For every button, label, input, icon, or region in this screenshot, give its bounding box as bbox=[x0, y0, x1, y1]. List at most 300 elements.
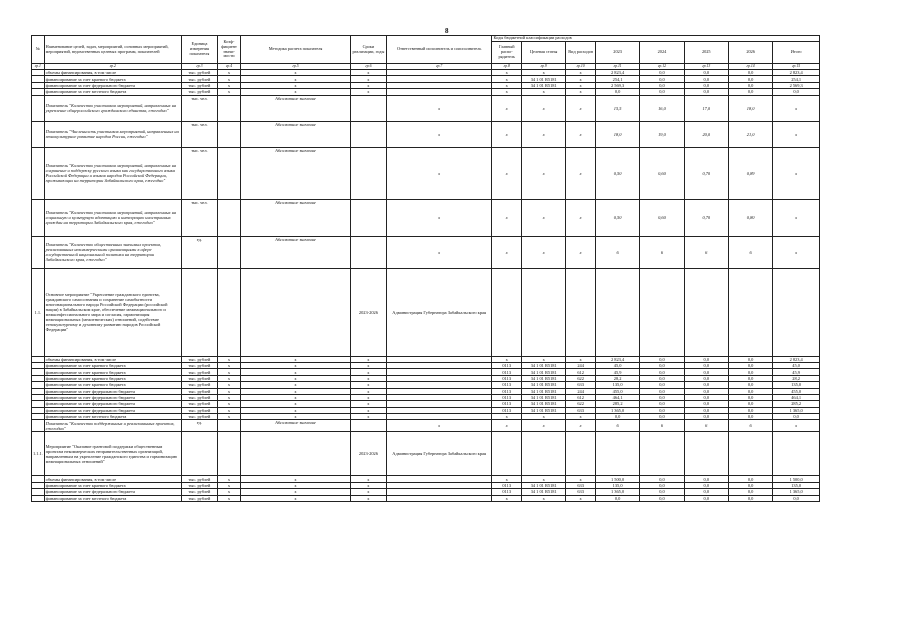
indicator-name: Показатель "Количество общественных значимых проектов, реализованных некоммерческими организациями в сфере государственной национальной политики на территории Забайкальского края, ежегодно" bbox=[44, 236, 181, 268]
vr-cell: 633 bbox=[566, 407, 596, 413]
value-cell: 0,0 bbox=[640, 401, 684, 407]
sub-event-row bbox=[32, 432, 820, 476]
empty-cell bbox=[728, 432, 772, 476]
value-cell: 0,0 bbox=[640, 407, 684, 413]
value-cell: 18,0 bbox=[728, 95, 772, 121]
value-cell: 0,0 bbox=[640, 362, 684, 368]
column-number-cell: гр.12 bbox=[640, 64, 684, 70]
value-cell: 0,0 bbox=[684, 388, 728, 394]
value-cell: 0,0 bbox=[684, 369, 728, 375]
empty-cell bbox=[492, 432, 522, 476]
unit-cell: тыс. рублей bbox=[181, 482, 217, 488]
term-cell: х bbox=[350, 82, 386, 88]
csr-cell: х bbox=[522, 70, 566, 76]
header-csr: Целевая статья bbox=[522, 42, 566, 64]
csr-cell: 34 1 01 R5181 bbox=[522, 375, 566, 381]
empty-cell bbox=[32, 147, 45, 199]
vr-cell: 244 bbox=[566, 388, 596, 394]
unit-cell: тыс. рублей bbox=[181, 375, 217, 381]
value-cell: 0,60 bbox=[640, 199, 684, 236]
value-cell: 455,0 bbox=[773, 388, 820, 394]
value-cell: 0,89 bbox=[728, 147, 772, 199]
indicator-name: Показатель "Численность участников мероприятий, направленных на этнокультурное развитие народов России, ежегодно" bbox=[44, 121, 181, 147]
value-cell: х bbox=[773, 121, 820, 147]
term-cell: х bbox=[350, 414, 386, 420]
method-cell: х bbox=[241, 356, 351, 362]
unit-cell: тыс. рублей bbox=[181, 414, 217, 420]
financing-name: финансирование за счет местного бюджета bbox=[44, 414, 181, 420]
term-cell bbox=[350, 199, 386, 236]
value-cell: 0,0 bbox=[728, 82, 772, 88]
term-cell: х bbox=[350, 394, 386, 400]
method-cell: Абсолютное значение bbox=[241, 95, 351, 121]
value-cell: 0,0 bbox=[640, 82, 684, 88]
value-cell: 1 365,0 bbox=[595, 407, 639, 413]
term-cell: х bbox=[350, 388, 386, 394]
value-cell: 0,0 bbox=[595, 495, 639, 501]
method-cell: х bbox=[241, 482, 351, 488]
grbs-cell: 0113 bbox=[492, 407, 522, 413]
resp-cell: Администрация Губернатора Забайкальского края bbox=[386, 268, 492, 356]
term-cell: 2023-2026 bbox=[350, 268, 386, 356]
term-cell: х bbox=[350, 489, 386, 495]
value-cell: 0,0 bbox=[728, 388, 772, 394]
coef-cell: х bbox=[217, 482, 240, 488]
value-cell: 45,0 bbox=[595, 362, 639, 368]
indicator-name: Показатель "Количество участников мероприятий, направленных на укрепление общероссийского гражданского единства, ежегодно" bbox=[44, 95, 181, 121]
empty-cell bbox=[595, 432, 639, 476]
coef-cell: х bbox=[217, 375, 240, 381]
resp-cell: х bbox=[386, 95, 492, 121]
value-cell: 2 569,3 bbox=[595, 82, 639, 88]
header-term: Сроки реализации, годы bbox=[350, 36, 386, 64]
value-cell: 45,9 bbox=[773, 369, 820, 375]
unit-cell: тыс. чел. bbox=[181, 147, 217, 199]
coef-cell: х bbox=[217, 89, 240, 95]
value-cell: 464,1 bbox=[595, 394, 639, 400]
value-cell: 0,0 bbox=[728, 356, 772, 362]
grbs-cell: х bbox=[492, 121, 522, 147]
value-cell: 0,0 bbox=[728, 382, 772, 388]
financing-name: финансирование за счет краевого бюджета bbox=[44, 369, 181, 375]
vr-cell: 612 bbox=[566, 394, 596, 400]
term-cell: х bbox=[350, 476, 386, 482]
header-budget-codes: Коды бюджетной классификации расходов bbox=[492, 36, 820, 42]
grbs-cell: 0113 bbox=[492, 394, 522, 400]
value-cell: 0,0 bbox=[684, 482, 728, 488]
value-cell: 135,0 bbox=[773, 482, 820, 488]
column-number-cell: гр.10 bbox=[566, 64, 596, 70]
value-cell: 0,0 bbox=[728, 482, 772, 488]
value-cell: 0,70 bbox=[684, 199, 728, 236]
value-cell: 0,0 bbox=[640, 89, 684, 95]
vr-cell: х bbox=[566, 76, 596, 82]
value-cell: 0,0 bbox=[728, 476, 772, 482]
value-cell: 21,0 bbox=[728, 121, 772, 147]
coef-cell: х bbox=[217, 70, 240, 76]
value-cell: 2 823,4 bbox=[773, 70, 820, 76]
empty-cell bbox=[728, 268, 772, 356]
csr-cell: 34 1 01 R5181 bbox=[522, 401, 566, 407]
value-cell: 28,2 bbox=[773, 375, 820, 381]
csr-cell: х bbox=[522, 495, 566, 501]
empty-cell bbox=[595, 268, 639, 356]
method-cell: Абсолютное значение bbox=[241, 121, 351, 147]
grbs-cell: х bbox=[492, 199, 522, 236]
column-number-cell: гр.13 bbox=[684, 64, 728, 70]
grbs-cell: х bbox=[492, 236, 522, 268]
header-goal: Наименование целей, задач, мероприятий, основных мероприятий, мероприятий, ведомственных целевых программ, показателей bbox=[44, 36, 181, 64]
unit-cell: тыс. рублей bbox=[181, 401, 217, 407]
financing-name: объемы финансирования, в том числе bbox=[44, 476, 181, 482]
csr-cell: 34 1 01 R5181 bbox=[522, 76, 566, 82]
indicator-row bbox=[32, 236, 820, 268]
value-cell: 0,0 bbox=[728, 76, 772, 82]
financing-name: финансирование за счет краевого бюджета bbox=[44, 375, 181, 381]
vr-cell: 633 bbox=[566, 489, 596, 495]
column-number-cell: гр.15 bbox=[773, 64, 820, 70]
method-cell: Абсолютное значение bbox=[241, 236, 351, 268]
coef-cell bbox=[217, 432, 240, 476]
unit-cell: тыс. рублей bbox=[181, 388, 217, 394]
term-cell: х bbox=[350, 407, 386, 413]
unit-cell: тыс. рублей bbox=[181, 362, 217, 368]
value-cell: 2 823,4 bbox=[595, 70, 639, 76]
coef-cell bbox=[217, 268, 240, 356]
value-cell: 0,0 bbox=[595, 89, 639, 95]
value-cell: 6 bbox=[684, 420, 728, 432]
value-cell: 0,0 bbox=[640, 76, 684, 82]
vr-cell: х bbox=[566, 236, 596, 268]
resp-cell: х bbox=[386, 236, 492, 268]
coef-cell: х bbox=[217, 489, 240, 495]
value-cell: 0,0 bbox=[640, 482, 684, 488]
financing-name: финансирование за счет краевого бюджета bbox=[44, 382, 181, 388]
grbs-cell: х bbox=[492, 82, 522, 88]
unit-cell: ед. bbox=[181, 420, 217, 432]
csr-cell: 34 1 01 R5181 bbox=[522, 362, 566, 368]
empty-cell bbox=[566, 432, 596, 476]
financing-name: финансирование за счет краевого бюджета bbox=[44, 76, 181, 82]
header-grbs: Главный распо- рядитель bbox=[492, 42, 522, 64]
unit-cell: тыс. рублей bbox=[181, 356, 217, 362]
vr-cell: х bbox=[566, 70, 596, 76]
column-number-cell: гр.8 bbox=[492, 64, 522, 70]
page-number: 8 bbox=[445, 27, 449, 35]
event-name: Мероприятие "Оказание грантовой поддержки общественным проектам некоммерческих неправительственных организаций, направленным на укрепление гражданского единства и гармонизацию межнациональных отношений" bbox=[44, 432, 181, 476]
financing-name: финансирование за счет федерального бюджета bbox=[44, 407, 181, 413]
unit-cell: тыс. рублей bbox=[181, 82, 217, 88]
csr-cell: х bbox=[522, 147, 566, 199]
unit-cell: тыс. рублей bbox=[181, 70, 217, 76]
event-name: Основное мероприятие "Укрепление гражданского единства, гражданского самосознания и сохранение самобытности многонационального народа Российской Федерации (российской нации) в Забайкальском крае, обеспечение межнационального и межконфессионального мира и согласия, гармонизация межнациональных (межэтнических) отношений, содействие этнокультурному и духовному развитию народов Российской Федерации" bbox=[44, 268, 181, 356]
value-cell: 45,0 bbox=[773, 362, 820, 368]
value-cell: 0,0 bbox=[728, 70, 772, 76]
value-cell: 0,0 bbox=[728, 401, 772, 407]
method-cell: х bbox=[241, 82, 351, 88]
term-cell: 2023-2026 bbox=[350, 432, 386, 476]
column-number-cell: гр.4 bbox=[217, 64, 240, 70]
financing-name: финансирование за счет федерального бюджета bbox=[44, 394, 181, 400]
vr-cell: 633 bbox=[566, 382, 596, 388]
value-cell: 0,0 bbox=[640, 414, 684, 420]
empty-cell bbox=[32, 420, 45, 432]
indicator-name: Показатель "Количество поддержанных и реализованных проектов, ежегодно" bbox=[44, 420, 181, 432]
csr-cell: 34 1 01 R5181 bbox=[522, 388, 566, 394]
financing-name: финансирование за счет федерального бюджета bbox=[44, 401, 181, 407]
coef-cell bbox=[217, 420, 240, 432]
empty-cell bbox=[640, 432, 684, 476]
column-number-cell: гр.9 bbox=[522, 64, 566, 70]
value-cell: 1 500,0 bbox=[595, 476, 639, 482]
value-cell: 6 bbox=[595, 236, 639, 268]
vr-cell: х bbox=[566, 356, 596, 362]
csr-cell: 34 1 01 R5181 bbox=[522, 394, 566, 400]
vr-cell: х bbox=[566, 476, 596, 482]
method-cell: Абсолютное значение bbox=[241, 420, 351, 432]
value-cell: 2 823,4 bbox=[595, 356, 639, 362]
unit-cell: тыс. чел. bbox=[181, 121, 217, 147]
coef-cell bbox=[217, 95, 240, 121]
value-cell: 285,2 bbox=[595, 401, 639, 407]
value-cell: 0,60 bbox=[640, 147, 684, 199]
term-cell bbox=[350, 95, 386, 121]
method-cell: Абсолютное значение bbox=[241, 199, 351, 236]
header-no: № bbox=[32, 36, 45, 64]
value-cell: 0,0 bbox=[684, 70, 728, 76]
unit-cell bbox=[181, 268, 217, 356]
value-cell: 17,0 bbox=[684, 95, 728, 121]
value-cell: 0,0 bbox=[684, 362, 728, 368]
vr-cell: х bbox=[566, 420, 596, 432]
value-cell: 0,0 bbox=[640, 394, 684, 400]
grbs-cell: х bbox=[492, 420, 522, 432]
csr-cell: х bbox=[522, 236, 566, 268]
value-cell: 135,0 bbox=[595, 382, 639, 388]
coef-cell: х bbox=[217, 394, 240, 400]
value-cell: 6 bbox=[728, 420, 772, 432]
financing-name: объемы финансирования, в том числе bbox=[44, 356, 181, 362]
value-cell: 0,0 bbox=[684, 356, 728, 362]
coef-cell: х bbox=[217, 407, 240, 413]
vr-cell: х bbox=[566, 121, 596, 147]
empty-cell bbox=[32, 95, 45, 121]
unit-cell: тыс. рублей bbox=[181, 369, 217, 375]
csr-cell: х bbox=[522, 95, 566, 121]
term-cell: х bbox=[350, 482, 386, 488]
value-cell: 1 365,0 bbox=[595, 489, 639, 495]
term-cell: х bbox=[350, 70, 386, 76]
grbs-cell: х bbox=[492, 147, 522, 199]
coef-cell: х bbox=[217, 356, 240, 362]
value-cell: х bbox=[773, 420, 820, 432]
resp-cell: х bbox=[386, 121, 492, 147]
coef-cell: х bbox=[217, 414, 240, 420]
value-cell: 0,0 bbox=[684, 76, 728, 82]
coef-cell: х bbox=[217, 388, 240, 394]
csr-cell: 34 1 01 R5181 bbox=[522, 82, 566, 88]
grbs-cell: 0113 bbox=[492, 388, 522, 394]
value-cell: 285,2 bbox=[773, 401, 820, 407]
value-cell: 254,1 bbox=[773, 76, 820, 82]
empty-cell bbox=[32, 495, 45, 501]
term-cell: х bbox=[350, 401, 386, 407]
column-number-cell: гр.2 bbox=[44, 64, 181, 70]
value-cell: 15,5 bbox=[595, 95, 639, 121]
empty-cell bbox=[32, 199, 45, 236]
coef-cell: х bbox=[217, 76, 240, 82]
header-coef: Коэф- фициент значи- мости bbox=[217, 36, 240, 64]
financing-name: финансирование за счет местного бюджета bbox=[44, 89, 181, 95]
term-cell: х bbox=[350, 495, 386, 501]
value-cell: 0,0 bbox=[684, 375, 728, 381]
empty-cell bbox=[32, 121, 45, 147]
column-number-cell: гр.7 bbox=[386, 64, 492, 70]
value-cell: 19,0 bbox=[640, 121, 684, 147]
value-cell: 0,0 bbox=[728, 375, 772, 381]
coef-cell: х bbox=[217, 495, 240, 501]
vr-cell: 633 bbox=[566, 482, 596, 488]
resp-cell: х bbox=[386, 147, 492, 199]
header-year-2024: 2024 bbox=[640, 42, 684, 64]
header-year-2023: 2023 bbox=[595, 42, 639, 64]
term-cell: х bbox=[350, 356, 386, 362]
value-cell: 0,0 bbox=[684, 495, 728, 501]
column-number-cell: гр.6 bbox=[350, 64, 386, 70]
value-cell: 0,0 bbox=[640, 356, 684, 362]
vr-cell: 622 bbox=[566, 375, 596, 381]
csr-cell: 34 1 01 R5181 bbox=[522, 407, 566, 413]
column-number-cell: гр.1 bbox=[32, 64, 45, 70]
unit-cell: тыс. чел. bbox=[181, 199, 217, 236]
term-cell bbox=[350, 420, 386, 432]
value-cell: 455,0 bbox=[595, 388, 639, 394]
term-cell: х bbox=[350, 76, 386, 82]
item-number: 1.1.1. bbox=[32, 432, 45, 476]
value-cell: 135,0 bbox=[773, 382, 820, 388]
coef-cell bbox=[217, 236, 240, 268]
value-cell: 0,0 bbox=[640, 489, 684, 495]
unit-cell bbox=[181, 432, 217, 476]
grbs-cell: х bbox=[492, 476, 522, 482]
coef-cell bbox=[217, 199, 240, 236]
value-cell: 0,0 bbox=[640, 375, 684, 381]
main-event-row bbox=[32, 268, 820, 356]
value-cell: 0,0 bbox=[640, 495, 684, 501]
vr-cell: х bbox=[566, 95, 596, 121]
term-cell: х bbox=[350, 369, 386, 375]
resp-cell: х bbox=[386, 199, 492, 236]
value-cell: 0,0 bbox=[684, 489, 728, 495]
vr-cell: х bbox=[566, 89, 596, 95]
value-cell: 16,0 bbox=[640, 95, 684, 121]
method-cell: х bbox=[241, 382, 351, 388]
value-cell: 45,9 bbox=[595, 369, 639, 375]
coef-cell: х bbox=[217, 82, 240, 88]
value-cell: 0,50 bbox=[595, 147, 639, 199]
empty-cell bbox=[492, 268, 522, 356]
csr-cell: х bbox=[522, 199, 566, 236]
method-cell: х bbox=[241, 414, 351, 420]
value-cell: 0,0 bbox=[728, 369, 772, 375]
financing-name: финансирование за счет федерального бюджета bbox=[44, 82, 181, 88]
empty-cell bbox=[684, 432, 728, 476]
indicator-row bbox=[32, 199, 820, 236]
header-vr: Вид расходов bbox=[566, 42, 596, 64]
coef-cell bbox=[217, 147, 240, 199]
grbs-cell: 0113 bbox=[492, 382, 522, 388]
column-number-cell: гр.5 bbox=[241, 64, 351, 70]
indicator-name: Показатель "Количество участников мероприятий, направленных на социальную и культурную адаптацию и интеграцию иностранных граждан на территории Забайкальского края, ежегодно" bbox=[44, 199, 181, 236]
value-cell: 0,0 bbox=[684, 407, 728, 413]
value-cell: 0,0 bbox=[773, 495, 820, 501]
unit-cell: тыс. рублей bbox=[181, 89, 217, 95]
value-cell: 0,0 bbox=[640, 369, 684, 375]
header-method: Методика расчета показателя bbox=[241, 36, 351, 64]
coef-cell: х bbox=[217, 401, 240, 407]
value-cell: 6 bbox=[728, 236, 772, 268]
grbs-cell: х bbox=[492, 495, 522, 501]
value-cell: 18,0 bbox=[595, 121, 639, 147]
method-cell: х bbox=[241, 70, 351, 76]
coef-cell: х bbox=[217, 382, 240, 388]
value-cell: 0,50 bbox=[595, 199, 639, 236]
method-cell: х bbox=[241, 388, 351, 394]
method-cell: Абсолютное значение bbox=[241, 147, 351, 199]
csr-cell: 34 1 01 R5181 bbox=[522, 369, 566, 375]
term-cell: х bbox=[350, 89, 386, 95]
indicator-row bbox=[32, 121, 820, 147]
value-cell: 2 823,4 bbox=[773, 356, 820, 362]
resp-cell: х bbox=[386, 420, 492, 432]
value-cell: 0,0 bbox=[684, 401, 728, 407]
value-cell: 1 365,0 bbox=[773, 407, 820, 413]
vr-cell: х bbox=[566, 199, 596, 236]
value-cell: х bbox=[773, 95, 820, 121]
empty-cell bbox=[32, 236, 45, 268]
header-total: Итого bbox=[773, 42, 820, 64]
empty-cell bbox=[640, 268, 684, 356]
resp-cell: Администрация Губернатора Забайкальского края bbox=[386, 432, 492, 476]
header-year-2026: 2026 bbox=[728, 42, 772, 64]
vr-cell: х bbox=[566, 147, 596, 199]
value-cell: 0,0 bbox=[728, 394, 772, 400]
indicator-row bbox=[32, 95, 820, 121]
value-cell: 6 bbox=[595, 420, 639, 432]
method-cell: х bbox=[241, 362, 351, 368]
value-cell: 0,0 bbox=[684, 382, 728, 388]
term-cell: х bbox=[350, 382, 386, 388]
grbs-cell: х bbox=[492, 414, 522, 420]
unit-cell: тыс. рублей bbox=[181, 476, 217, 482]
empty-cell bbox=[773, 268, 820, 356]
grbs-cell: х bbox=[492, 356, 522, 362]
csr-cell: 34 1 01 R5181 bbox=[522, 489, 566, 495]
unit-cell: тыс. рублей bbox=[181, 407, 217, 413]
csr-cell: х bbox=[522, 476, 566, 482]
value-cell: 254,1 bbox=[595, 76, 639, 82]
csr-cell: х bbox=[522, 121, 566, 147]
financing-row bbox=[32, 495, 820, 501]
value-cell: 0,0 bbox=[595, 414, 639, 420]
unit-cell: ед. bbox=[181, 236, 217, 268]
value-cell: 464,1 bbox=[773, 394, 820, 400]
grbs-cell: х bbox=[492, 95, 522, 121]
method-cell: х bbox=[241, 495, 351, 501]
indicator-row bbox=[32, 420, 820, 432]
unit-cell: тыс. рублей bbox=[181, 495, 217, 501]
value-cell: 0,0 bbox=[640, 388, 684, 394]
